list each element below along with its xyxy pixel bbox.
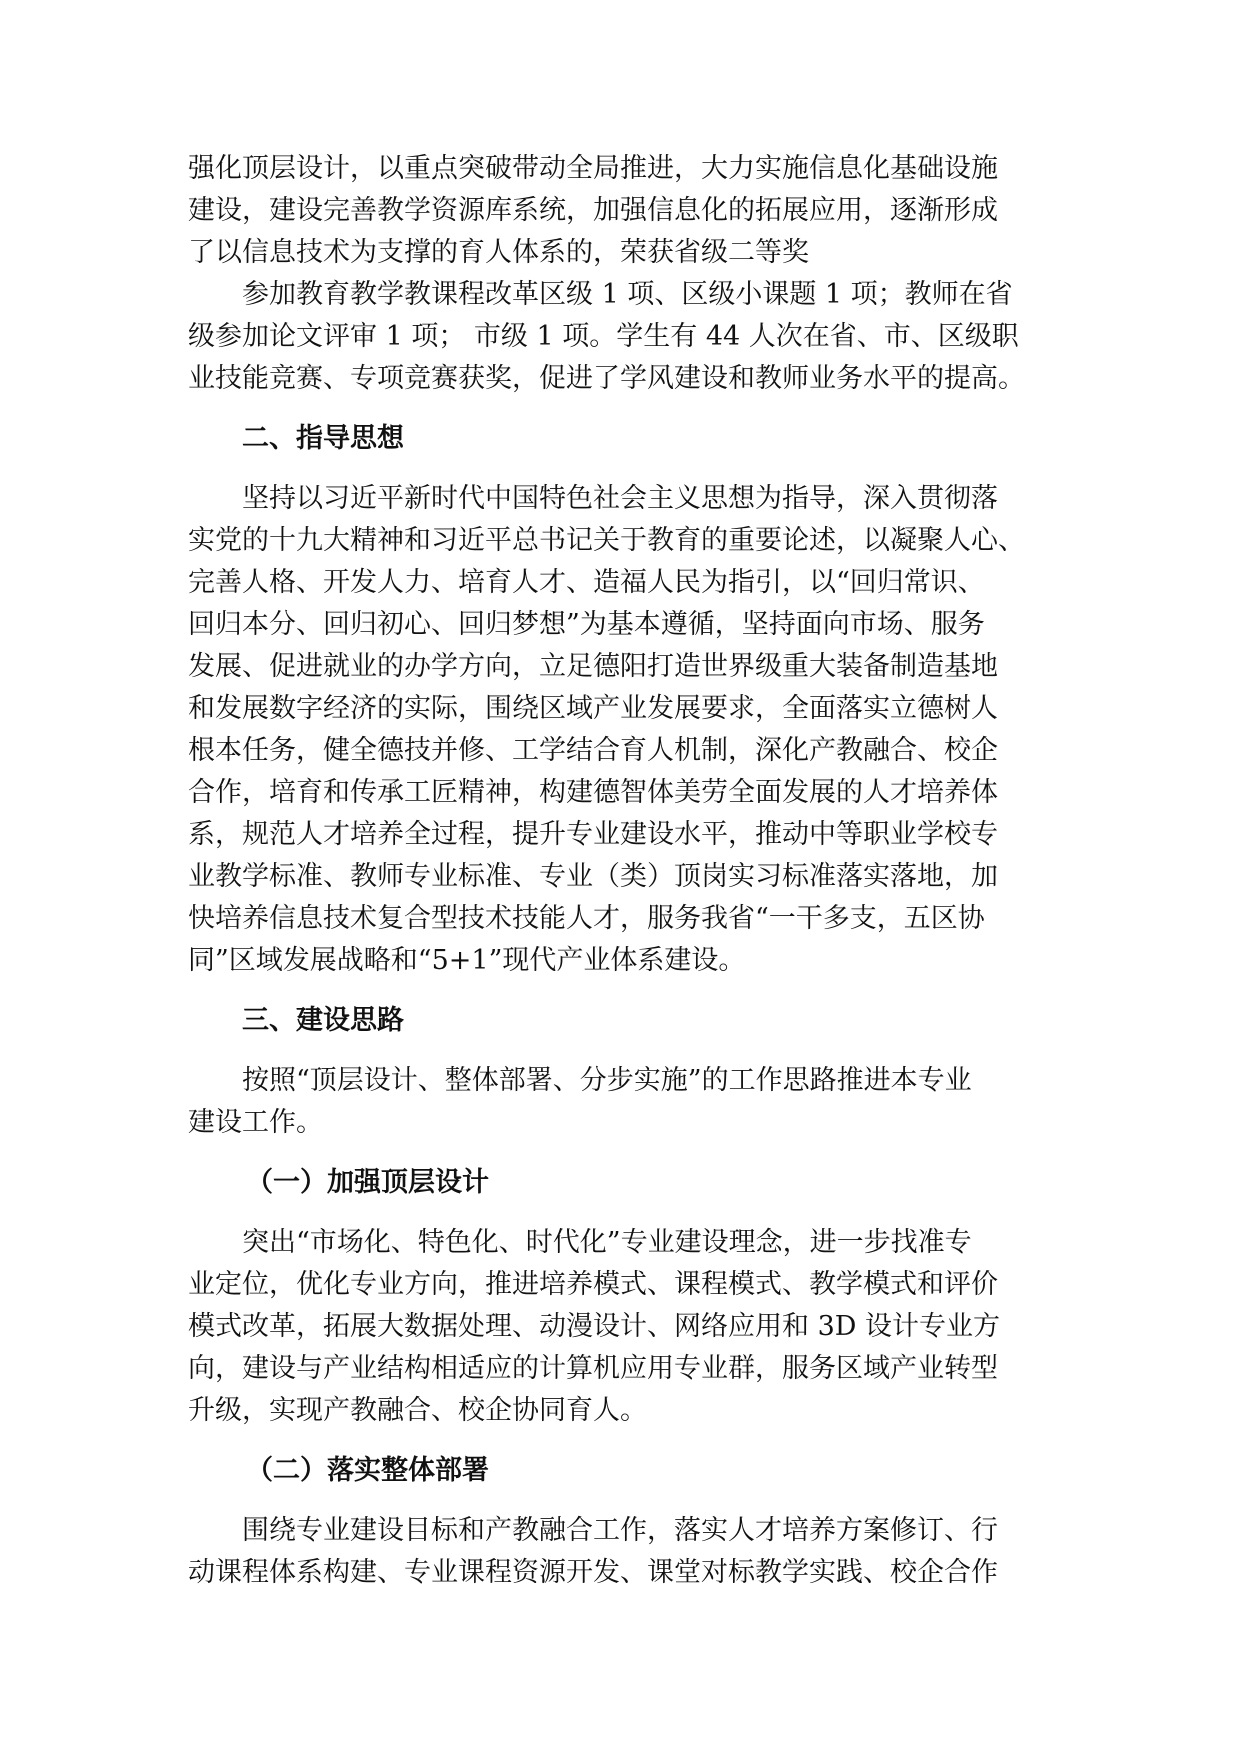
text-line: 系，规范人才培养全过程，提升专业建设水平，推动中等职业学校专 — [188, 819, 998, 850]
text-line: 参加教育教学教课程改革区级 1 项、区级小课题 1 项；教师在省 — [242, 279, 1013, 310]
text-line: 根本任务，健全德技并修、工学结合育人机制，深化产教融合、校企 — [188, 735, 998, 766]
text-line: 建设，建设完善教学资源库系统，加强信息化的拓展应用，逐渐形成 — [188, 195, 998, 226]
text-line: 建设工作。 — [188, 1107, 323, 1138]
section-heading-construction-approach: 三、建设思路 — [242, 1005, 404, 1036]
subsection-heading-overall-deployment: （二）落实整体部署 — [246, 1455, 489, 1486]
text-line: 同”区域发展战略和“5+1”现代产业体系建设。 — [188, 945, 746, 976]
text-line: 坚持以习近平新时代中国特色社会主义思想为指导，深入贯彻落 — [242, 483, 998, 514]
paragraph-guiding-ideology — [188, 478, 1060, 982]
text-line: 按照“顶层设计、整体部署、分步实施”的工作思路推进本专业 — [242, 1065, 972, 1096]
text-line: 围绕专业建设目标和产教融合工作，落实人才培养方案修订、行 — [242, 1515, 998, 1546]
text-line: 发展、促进就业的办学方向，立足德阳打造世界级重大装备制造基地 — [188, 651, 998, 682]
text-line: 业技能竞赛、专项竞赛获奖，促进了学风建设和教师业务水平的提高。 — [188, 363, 1025, 394]
paragraph-top-level-design — [188, 1222, 1060, 1432]
text-line: 合作，培育和传承工匠精神，构建德智体美劳全面发展的人才培养体 — [188, 777, 998, 808]
text-line: 实党的十九大精神和习近平总书记关于教育的重要论述，以凝聚人心、 — [188, 525, 1025, 556]
text-line: 业教学标准、教师专业标准、专业（类）顶岗实习标准落实落地，加 — [188, 861, 998, 892]
paragraph-awards — [188, 274, 1060, 400]
paragraph-achievement-info — [188, 148, 1060, 274]
text-line: 快培养信息技术复合型技术技能人才，服务我省“一干多支，五区协 — [188, 903, 985, 934]
text-line: 突出“市场化、特色化、时代化”专业建设理念，进一步找准专 — [242, 1227, 972, 1258]
text-line: 动课程体系构建、专业课程资源开发、课堂对标教学实践、校企合作 — [188, 1557, 998, 1588]
text-line: 向，建设与产业结构相适应的计算机应用专业群，服务区域产业转型 — [188, 1353, 998, 1384]
document-body — [188, 148, 1060, 1594]
paragraph-overall-deployment — [188, 1510, 1060, 1594]
text-line: 升级，实现产教融合、校企协同育人。 — [188, 1395, 647, 1426]
text-line: 和发展数字经济的实际，围绕区域产业发展要求，全面落实立德树人 — [188, 693, 998, 724]
subsection-heading-top-level-design: （一）加强顶层设计 — [246, 1167, 489, 1198]
text-line: 级参加论文评审 1 项； 市级 1 项。学生有 44 人次在省、市、区级职 — [188, 321, 1019, 352]
section-heading-guiding-ideology: 二、指导思想 — [242, 423, 404, 454]
text-line: 回归本分、回归初心、回归梦想”为基本遵循，坚持面向市场、服务 — [188, 609, 985, 640]
text-line: 完善人格、开发人力、培育人才、造福人民为指引，以“回归常识、 — [188, 567, 985, 598]
paragraph-construction-approach — [188, 1060, 1060, 1144]
text-line: 业定位，优化专业方向，推进培养模式、课程模式、教学模式和评价 — [188, 1269, 998, 1300]
text-line: 模式改革，拓展大数据处理、动漫设计、网络应用和 3D 设计专业方 — [188, 1311, 1000, 1342]
text-line: 了以信息技术为支撑的育人体系的，荣获省级二等奖 — [188, 237, 809, 268]
text-line: 强化顶层设计，以重点突破带动全局推进，大力实施信息化基础设施 — [188, 153, 998, 184]
